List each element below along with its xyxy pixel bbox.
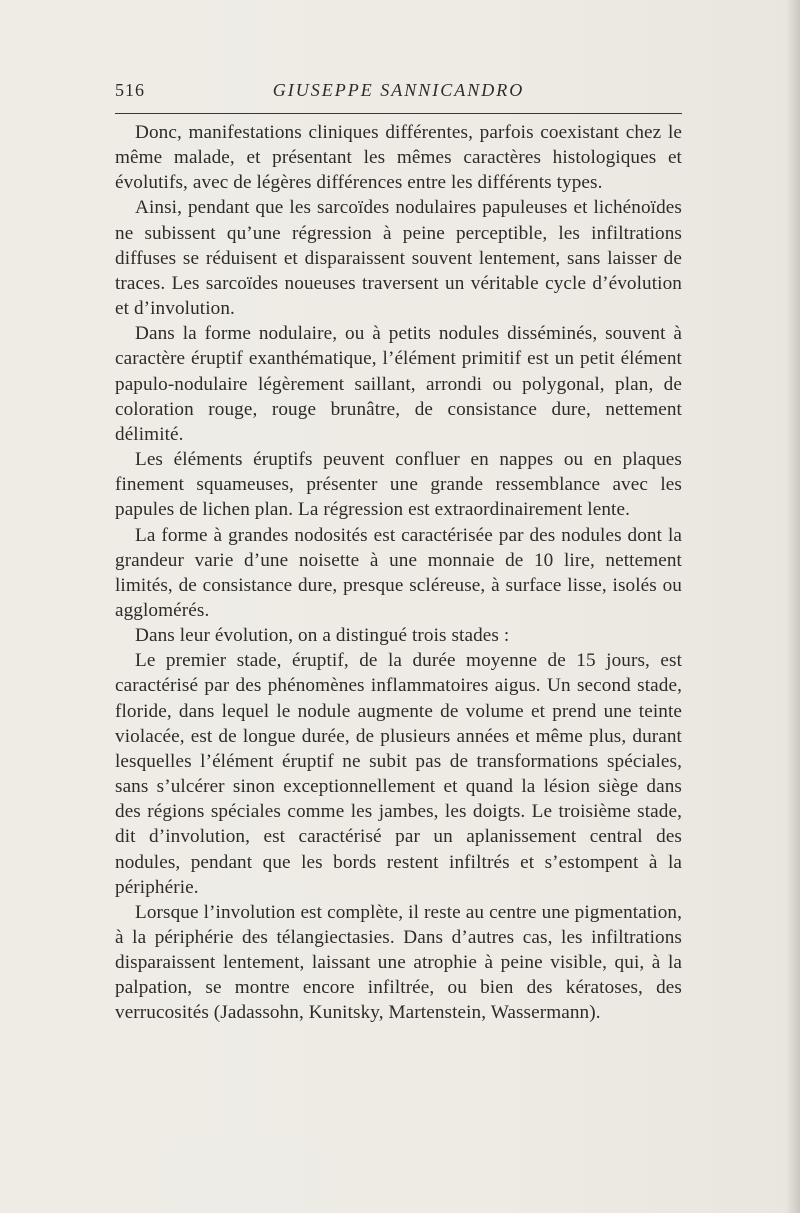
paragraph: Le premier stade, éruptif, de la durée moyenne de 15 jours, est caractérisé par des phénomènes inflammatoires aigus. Un second stade, floride, dans lequel le nodule augmente de volume et prend une teinte violacée, est de longue durée, de plusieurs années et même plus, durant lesquelles l’élément éruptif ne subit pas de transformations spéciales, sans s’ulcérer sinon exceptionnellement et quand la lésion siège dans des régions spéciales comme les jambes, les doigts. Le troisième stade, dit d’involution, est caractérisé par un aplanissement central des nodules, pendant que les bords restent infiltrés et s’estompent à la périphérie. [115, 650, 682, 898]
header-rule [115, 113, 682, 114]
paragraph: Dans leur évolution, on a distingué trois stades : [135, 625, 510, 647]
paragraph: Lorsque l’involution est complète, il reste au centre une pigmentation, à la périphérie des télangiectasies. Dans d’autres cas, les infiltrations disparaissent lentement, laissant une atrophie à peine visible, qui, à la palpation, se montre encore infiltrée, ou bien des kératoses, des verrucosités (Jadassohn, Kunitsky, Martenstein, Wassermann). [115, 901, 682, 1024]
running-head [115, 80, 682, 104]
page-edge-shadow [786, 0, 800, 1213]
page-number: 516 [115, 80, 145, 100]
paragraph: Ainsi, pendant que les sarcoïdes nodulaires papuleuses et lichénoïdes ne subissent qu’une régression à peine perceptible, les infiltrations diffuses se réduisent et disparaissent souvent lentement, sans laisser de traces. Les sarcoïdes noueuses traversent un véritable cycle d’évolution et d’involution. [115, 197, 682, 320]
paragraph: Dans la forme nodulaire, ou à petits nodules disséminés, souvent à caractère éruptif exanthématique, l’élément primitif est un petit élément papulo-nodulaire légèrement saillant, arrondi ou polygonal, plan, de coloration rouge, rouge brunâtre, de consistance dure, nettement délimité. [115, 323, 682, 445]
paragraph: La forme à grandes nodosités est caractérisée par des nodules dont la grandeur varie d’une noisette à une monnaie de 10 lire, nettement limités, de consistance dure, presque scléreuse, à surface lisse, isolés ou agglomérés. [115, 524, 682, 621]
paragraph: Donc, manifestations cliniques différentes, parfois coexistant chez le même malade, et présentant les mêmes caractères histologiques et évolutifs, avec de légères différences entre les différents types. [115, 122, 682, 194]
running-title: GIUSEPPE SANNICANDRO [272, 80, 525, 100]
body-text [115, 120, 682, 1026]
paragraph: Les éléments éruptifs peuvent confluer en nappes ou en plaques finement squameuses, présenter une grande ressemblance avec les papules de lichen plan. La régression est extraordinairement lente. [115, 449, 682, 521]
